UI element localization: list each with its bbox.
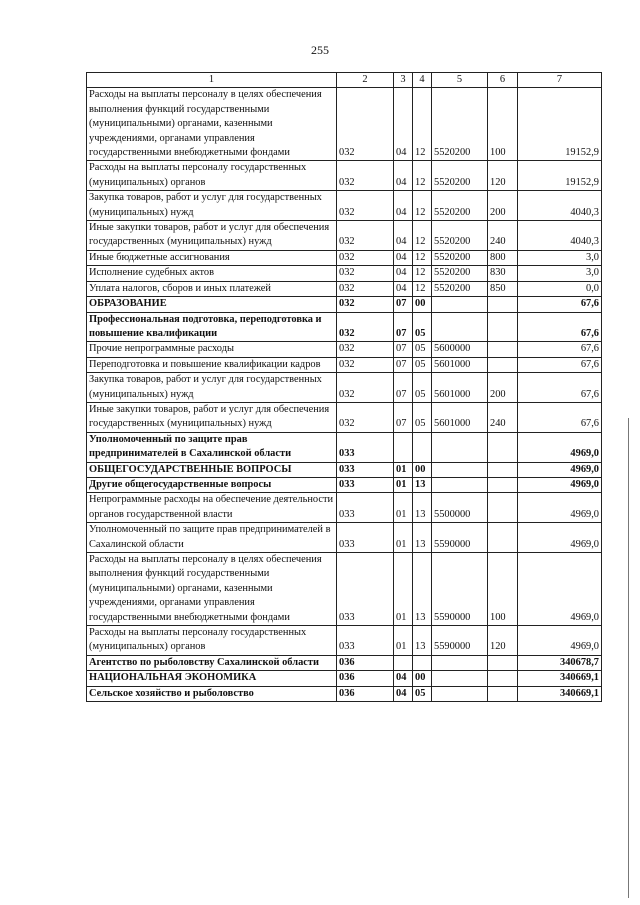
section-cell: 01: [394, 493, 413, 523]
target-article-cell: 5520200: [432, 191, 488, 221]
amount-cell: 4969,0: [518, 523, 602, 553]
subsection-cell: 12: [413, 88, 432, 161]
section-cell: 04: [394, 191, 413, 221]
target-article-cell: 5590000: [432, 553, 488, 626]
table-body: [87, 88, 602, 702]
target-article-cell: 5601000: [432, 373, 488, 403]
subsection-cell: 12: [413, 221, 432, 251]
admin-code-cell: 032: [337, 342, 394, 357]
table-row: [87, 373, 602, 403]
subsection-cell: 12: [413, 281, 432, 296]
section-cell: 07: [394, 402, 413, 432]
admin-code-cell: 032: [337, 221, 394, 251]
admin-code-cell: 033: [337, 462, 394, 477]
row-name-cell: ОБЩЕГОСУДАРСТВЕННЫЕ ВОПРОСЫ: [87, 462, 337, 477]
row-name-cell: НАЦИОНАЛЬНАЯ ЭКОНОМИКА: [87, 671, 337, 686]
amount-cell: 67,6: [518, 373, 602, 403]
target-article-cell: 5520200: [432, 88, 488, 161]
expense-type-cell: [488, 686, 518, 701]
table-row: [87, 493, 602, 523]
section-cell: 07: [394, 342, 413, 357]
table-row: [87, 671, 602, 686]
expense-type-cell: [488, 357, 518, 372]
table-row: [87, 432, 602, 462]
expense-type-cell: [488, 523, 518, 553]
column-number: 1: [87, 73, 337, 88]
table-row: [87, 191, 602, 221]
subsection-cell: 12: [413, 161, 432, 191]
row-name-cell: Исполнение судебных актов: [87, 266, 337, 281]
subsection-cell: [413, 655, 432, 670]
target-article-cell: 5520200: [432, 250, 488, 265]
target-article-cell: 5590000: [432, 626, 488, 656]
section-cell: 07: [394, 297, 413, 312]
subsection-cell: 12: [413, 191, 432, 221]
target-article-cell: 5590000: [432, 523, 488, 553]
expense-type-cell: 850: [488, 281, 518, 296]
subsection-cell: 13: [413, 553, 432, 626]
table-row: [87, 221, 602, 251]
target-article-cell: 5520200: [432, 281, 488, 296]
expense-type-cell: 200: [488, 191, 518, 221]
admin-code-cell: 032: [337, 281, 394, 296]
amount-cell: 4969,0: [518, 553, 602, 626]
amount-cell: 340678,7: [518, 655, 602, 670]
section-cell: 07: [394, 312, 413, 342]
table-row: [87, 161, 602, 191]
section-cell: 04: [394, 671, 413, 686]
admin-code-cell: 033: [337, 626, 394, 656]
row-name-cell: Расходы на выплаты персоналу в целях обеспечения выполнения функций государственными (муниципальными) органами, казенными учреждениями, органами управления государственными внебюджетными фондами: [87, 553, 337, 626]
expense-type-cell: 100: [488, 553, 518, 626]
section-cell: 07: [394, 357, 413, 372]
subsection-cell: 00: [413, 297, 432, 312]
row-name-cell: Переподготовка и повышение квалификации кадров: [87, 357, 337, 372]
amount-cell: 67,6: [518, 342, 602, 357]
amount-cell: 3,0: [518, 266, 602, 281]
target-article-cell: [432, 432, 488, 462]
target-article-cell: [432, 312, 488, 342]
table-row: [87, 88, 602, 161]
column-number: 3: [394, 73, 413, 88]
row-name-cell: Прочие непрограммные расходы: [87, 342, 337, 357]
admin-code-cell: 032: [337, 297, 394, 312]
section-cell: 01: [394, 477, 413, 492]
table-row: [87, 523, 602, 553]
admin-code-cell: 036: [337, 671, 394, 686]
table-row: [87, 626, 602, 656]
table-row: [87, 281, 602, 296]
section-cell: 04: [394, 281, 413, 296]
target-article-cell: 5600000: [432, 342, 488, 357]
amount-cell: 4969,0: [518, 462, 602, 477]
row-name-cell: Иные закупки товаров, работ и услуг для обеспечения государственных (муниципальных) нужд: [87, 402, 337, 432]
column-number: 7: [518, 73, 602, 88]
target-article-cell: 5601000: [432, 357, 488, 372]
section-cell: 04: [394, 221, 413, 251]
amount-cell: 67,6: [518, 297, 602, 312]
admin-code-cell: 032: [337, 373, 394, 403]
section-cell: [394, 432, 413, 462]
subsection-cell: 05: [413, 312, 432, 342]
target-article-cell: [432, 655, 488, 670]
row-name-cell: Уполномоченный по защите прав предпринимателей в Сахалинской области: [87, 432, 337, 462]
section-cell: 04: [394, 686, 413, 701]
expense-type-cell: [488, 462, 518, 477]
table-row: [87, 266, 602, 281]
section-cell: 01: [394, 626, 413, 656]
row-name-cell: Расходы на выплаты персоналу государственных (муниципальных) органов: [87, 161, 337, 191]
page-edge-line: [628, 418, 629, 898]
table-row: [87, 553, 602, 626]
row-name-cell: Другие общегосударственные вопросы: [87, 477, 337, 492]
row-name-cell: Иные бюджетные ассигнования: [87, 250, 337, 265]
row-name-cell: Профессиональная подготовка, переподготовка и повышение квалификации: [87, 312, 337, 342]
admin-code-cell: 036: [337, 655, 394, 670]
row-name-cell: Уполномоченный по защите прав предпринимателей в Сахалинской области: [87, 523, 337, 553]
expense-type-cell: [488, 432, 518, 462]
target-article-cell: 5520200: [432, 221, 488, 251]
column-number: 2: [337, 73, 394, 88]
expense-type-cell: 800: [488, 250, 518, 265]
expense-type-cell: 120: [488, 161, 518, 191]
section-cell: 01: [394, 523, 413, 553]
subsection-cell: 05: [413, 402, 432, 432]
column-number-row: [87, 73, 602, 88]
section-cell: 04: [394, 250, 413, 265]
section-cell: 01: [394, 553, 413, 626]
subsection-cell: 12: [413, 266, 432, 281]
target-article-cell: [432, 477, 488, 492]
table-row: [87, 250, 602, 265]
section-cell: 04: [394, 266, 413, 281]
expense-type-cell: [488, 342, 518, 357]
admin-code-cell: 033: [337, 493, 394, 523]
target-article-cell: 5601000: [432, 402, 488, 432]
amount-cell: 4969,0: [518, 493, 602, 523]
expense-type-cell: 200: [488, 373, 518, 403]
admin-code-cell: 033: [337, 432, 394, 462]
section-cell: 07: [394, 373, 413, 403]
expense-type-cell: [488, 493, 518, 523]
subsection-cell: 05: [413, 342, 432, 357]
row-name-cell: ОБРАЗОВАНИЕ: [87, 297, 337, 312]
admin-code-cell: 032: [337, 191, 394, 221]
row-name-cell: Агентство по рыболовству Сахалинской области: [87, 655, 337, 670]
amount-cell: 4040,3: [518, 221, 602, 251]
table-row: [87, 655, 602, 670]
admin-code-cell: 032: [337, 402, 394, 432]
subsection-cell: 13: [413, 523, 432, 553]
section-cell: 04: [394, 88, 413, 161]
admin-code-cell: 033: [337, 553, 394, 626]
subsection-cell: 05: [413, 686, 432, 701]
section-cell: 04: [394, 161, 413, 191]
subsection-cell: [413, 432, 432, 462]
amount-cell: 19152,9: [518, 88, 602, 161]
admin-code-cell: 033: [337, 477, 394, 492]
amount-cell: 19152,9: [518, 161, 602, 191]
column-number: 6: [488, 73, 518, 88]
row-name-cell: Уплата налогов, сборов и иных платежей: [87, 281, 337, 296]
subsection-cell: 13: [413, 626, 432, 656]
table-row: [87, 297, 602, 312]
row-name-cell: Расходы на выплаты персоналу государственных (муниципальных) органов: [87, 626, 337, 656]
section-cell: 01: [394, 462, 413, 477]
subsection-cell: 00: [413, 671, 432, 686]
amount-cell: 0,0: [518, 281, 602, 296]
subsection-cell: 13: [413, 493, 432, 523]
row-name-cell: Закупка товаров, работ и услуг для государственных (муниципальных) нужд: [87, 191, 337, 221]
expense-type-cell: 240: [488, 221, 518, 251]
target-article-cell: 5500000: [432, 493, 488, 523]
admin-code-cell: 033: [337, 523, 394, 553]
table-row: [87, 462, 602, 477]
amount-cell: 4040,3: [518, 191, 602, 221]
admin-code-cell: 032: [337, 250, 394, 265]
subsection-cell: 13: [413, 477, 432, 492]
subsection-cell: 05: [413, 357, 432, 372]
admin-code-cell: 032: [337, 357, 394, 372]
admin-code-cell: 032: [337, 266, 394, 281]
row-name-cell: Непрограммные расходы на обеспечение деятельности органов государственной власти: [87, 493, 337, 523]
column-number: 4: [413, 73, 432, 88]
page-number: 255: [311, 43, 329, 57]
admin-code-cell: 032: [337, 161, 394, 191]
row-name-cell: Сельское хозяйство и рыболовство: [87, 686, 337, 701]
amount-cell: 67,6: [518, 312, 602, 342]
table-row: [87, 357, 602, 372]
expense-type-cell: [488, 297, 518, 312]
amount-cell: 4969,0: [518, 432, 602, 462]
amount-cell: 4969,0: [518, 477, 602, 492]
row-name-cell: Расходы на выплаты персоналу в целях обеспечения выполнения функций государственными (муниципальными) органами, казенными учреждениями, органами управления государственными внебюджетными фондами: [87, 88, 337, 161]
admin-code-cell: 036: [337, 686, 394, 701]
table-row: [87, 402, 602, 432]
amount-cell: 67,6: [518, 357, 602, 372]
expense-type-cell: [488, 671, 518, 686]
table-row: [87, 312, 602, 342]
expense-type-cell: [488, 655, 518, 670]
subsection-cell: 00: [413, 462, 432, 477]
target-article-cell: [432, 462, 488, 477]
subsection-cell: 05: [413, 373, 432, 403]
expense-type-cell: [488, 477, 518, 492]
row-name-cell: Иные закупки товаров, работ и услуг для обеспечения государственных (муниципальных) нужд: [87, 221, 337, 251]
section-cell: [394, 655, 413, 670]
amount-cell: 67,6: [518, 402, 602, 432]
budget-table: [86, 72, 602, 702]
target-article-cell: [432, 671, 488, 686]
column-number: 5: [432, 73, 488, 88]
amount-cell: 4969,0: [518, 626, 602, 656]
admin-code-cell: 032: [337, 312, 394, 342]
expense-type-cell: [488, 312, 518, 342]
expense-type-cell: 120: [488, 626, 518, 656]
expense-type-cell: 100: [488, 88, 518, 161]
amount-cell: 3,0: [518, 250, 602, 265]
amount-cell: 340669,1: [518, 686, 602, 701]
target-article-cell: 5520200: [432, 161, 488, 191]
admin-code-cell: 032: [337, 88, 394, 161]
expense-type-cell: 240: [488, 402, 518, 432]
target-article-cell: 5520200: [432, 266, 488, 281]
table-row: [87, 477, 602, 492]
target-article-cell: [432, 297, 488, 312]
row-name-cell: Закупка товаров, работ и услуг для государственных (муниципальных) нужд: [87, 373, 337, 403]
target-article-cell: [432, 686, 488, 701]
table-row: [87, 342, 602, 357]
expense-type-cell: 830: [488, 266, 518, 281]
amount-cell: 340669,1: [518, 671, 602, 686]
subsection-cell: 12: [413, 250, 432, 265]
table-row: [87, 686, 602, 701]
